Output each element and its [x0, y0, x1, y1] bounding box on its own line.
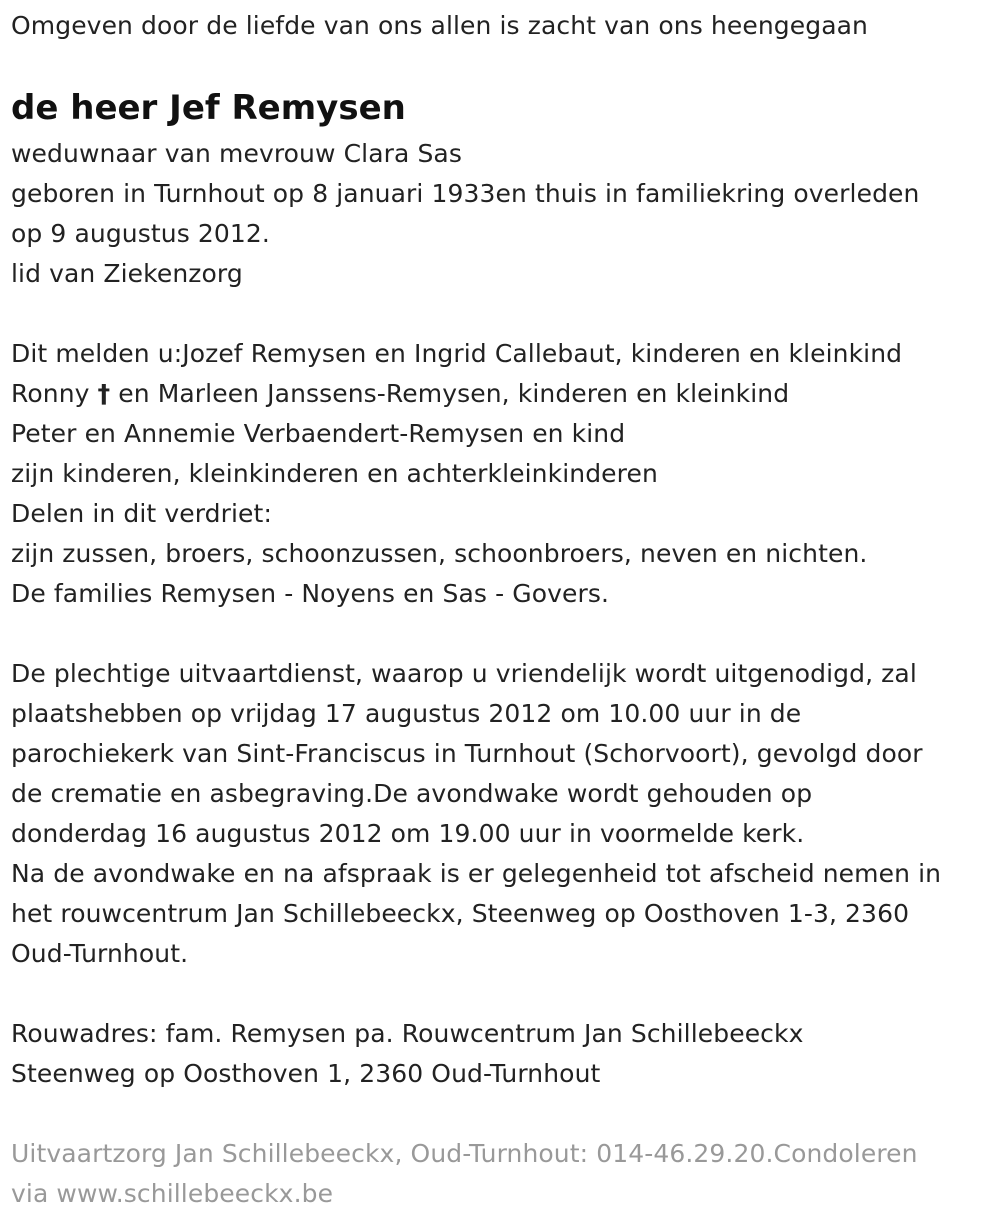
- address-section: [11, 1014, 1000, 1094]
- ceremony-line: de crematie en asbegraving.De avondwake wordt gehouden op: [11, 779, 813, 808]
- child-name: Ronny: [11, 379, 90, 408]
- bio-line: op 9 augustus 2012.: [11, 219, 270, 248]
- intro-text: Omgeven door de liefde van ons allen is zacht van ons heengegaan: [11, 11, 868, 40]
- announcement-line: Dit melden u:Jozef Remysen en Ingrid Callebaut, kinderen en kleinkind: [11, 339, 903, 368]
- ceremony-line: parochiekerk van Sint-Franciscus in Turnhout (Schorvoort), gevolgd door: [11, 739, 923, 768]
- announcement-line: Peter en Annemie Verbaendert-Remysen en kind: [11, 419, 626, 448]
- ceremony-line: donderdag 16 augustus 2012 om 19.00 uur in voormelde kerk.: [11, 819, 805, 848]
- announcement-section: [11, 334, 1000, 614]
- bio-line: weduwnaar van mevrouw Clara Sas: [11, 139, 462, 168]
- spacer: [11, 294, 1000, 334]
- cross-icon: †: [97, 379, 111, 408]
- announcement-line: De families Remysen - Noyens en Sas - Govers.: [11, 579, 610, 608]
- ceremony-line: De plechtige uitvaartdienst, waarop u vriendelijk wordt uitgenodigd, zal: [11, 659, 917, 688]
- spacer: [11, 1094, 1000, 1134]
- footer-section: [11, 1134, 1000, 1214]
- footer-line: Uitvaartzorg Jan Schillebeeckx, Oud-Turnhout: 014-46.29.20.Condoleren: [11, 1139, 918, 1168]
- deceased-name: de heer Jef Remysen: [11, 88, 406, 128]
- announcement-line: [11, 374, 1000, 414]
- announcement-line: Delen in dit verdriet:: [11, 499, 272, 528]
- announcement-line: zijn kinderen, kleinkinderen en achterkleinkinderen: [11, 459, 658, 488]
- spacer: [11, 974, 1000, 1014]
- address-line: Steenweg op Oosthoven 1, 2360 Oud-Turnhout: [11, 1059, 601, 1088]
- announcement-line-rest: en Marleen Janssens-Remysen, kinderen en kleinkind: [118, 379, 790, 408]
- ceremony-line: Na de avondwake en na afspraak is er gelegenheid tot afscheid nemen in: [11, 859, 942, 888]
- footer-link[interactable]: via www.schillebeeckx.be: [11, 1179, 334, 1208]
- ceremony-section: [11, 654, 1000, 974]
- ceremony-line: Oud-Turnhout.: [11, 939, 189, 968]
- spacer: [11, 614, 1000, 654]
- bio-line: geboren in Turnhout op 8 januari 1933en thuis in familiekring overleden: [11, 179, 920, 208]
- bio-section: [11, 134, 1000, 294]
- ceremony-line: plaatshebben op vrijdag 17 augustus 2012 om 10.00 uur in de: [11, 699, 802, 728]
- ceremony-line: het rouwcentrum Jan Schillebeeckx, Steenweg op Oosthoven 1-3, 2360: [11, 899, 910, 928]
- address-line: Rouwadres: fam. Remysen pa. Rouwcentrum Jan Schillebeeckx: [11, 1019, 804, 1048]
- announcement-line: zijn zussen, broers, schoonzussen, schoonbroers, neven en nichten.: [11, 539, 868, 568]
- bio-line: lid van Ziekenzorg: [11, 259, 243, 288]
